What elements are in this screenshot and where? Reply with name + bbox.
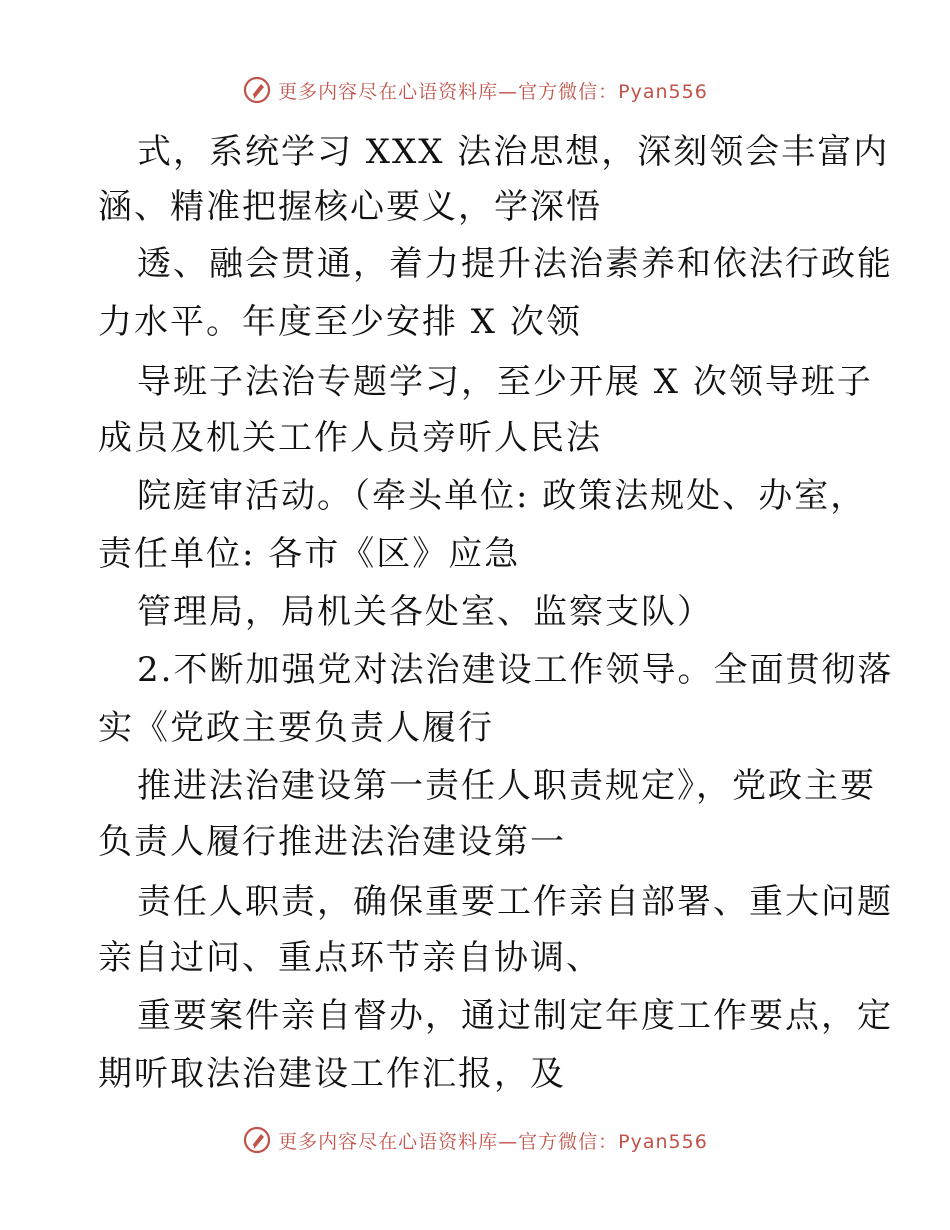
text-line: 亲自过问、重点环节亲自协调、: [98, 938, 602, 978]
text-line: 责任人职责，确保重要工作亲自部署、重大问题: [137, 882, 893, 922]
text-line: 成员及机关工作人员旁听人民法: [98, 418, 602, 458]
footer-watermark: [0, 1120, 950, 1160]
text-line: 负责人履行推进法治建设第一: [98, 822, 566, 862]
text-line: 力水平。年度至少安排 X 次领: [98, 302, 582, 342]
text-line: 责任单位: 各市《区》应急: [98, 534, 521, 574]
text-line: 院庭审活动。（牵头单位: 政策法规处、办室，: [137, 476, 867, 516]
text-line: 实《党政主要负责人履行: [98, 708, 494, 748]
text-line: 期听取法治建设工作汇报，及: [98, 1054, 566, 1094]
text-line: 推进法治建设第一责任人职责规定》，党政主要: [137, 766, 876, 806]
header-watermark: [0, 70, 950, 110]
watermark-left-text: 更多内容尽在心语资料库: [278, 1130, 499, 1153]
watermark-right-text: —官方微信：Pyan556: [498, 80, 708, 103]
watermark-left-text: 更多内容尽在心语资料库: [278, 80, 499, 103]
text-line: 式，系统学习 XXX 法治思想，深刻领会丰富内: [137, 132, 890, 172]
text-line: 重要案件亲自督办，通过制定年度工作要点，定: [137, 996, 893, 1036]
pen-nib-logo-icon: [242, 75, 272, 105]
text-line: 导班子法治专题学习，至少开展 X 次领导班子: [137, 362, 873, 402]
watermark-right-text: —官方微信：Pyan556: [498, 1130, 708, 1153]
text-line: 涵、精准把握核心要义，学深悟: [98, 187, 602, 227]
text-line: 管理局，局机关各处室、监察支队）: [137, 592, 713, 632]
text-line: 透、融会贯通，着力提升法治素养和依法行政能: [137, 244, 893, 284]
pen-nib-logo-icon: [242, 1125, 272, 1155]
text-line: 2.不断加强党对法治建设工作领导。全面贯彻落: [137, 650, 894, 690]
